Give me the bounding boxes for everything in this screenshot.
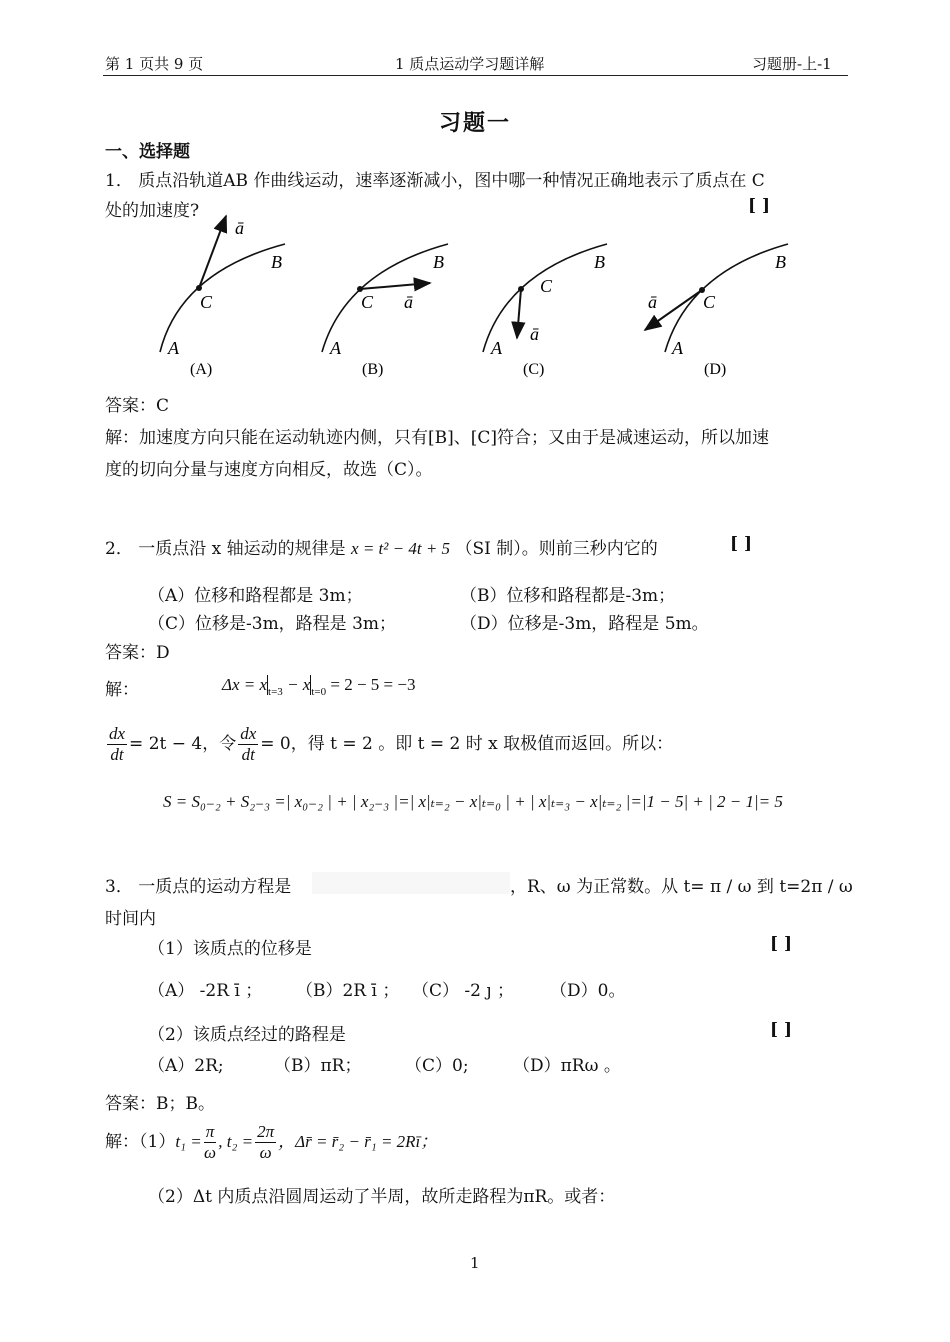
- label-accel: ā: [235, 218, 244, 238]
- q3-sub2-option-b: （B）πR；: [274, 1056, 362, 1076]
- label-accel: ā: [404, 292, 413, 312]
- frac-num: π: [205, 1122, 215, 1141]
- q2-displacement-equation: [222, 675, 415, 698]
- sol1-t2: , t₂ =: [218, 1132, 254, 1151]
- q2-derivative-line: [105, 724, 673, 765]
- q3-solution-part2: （2）Δt 内质点沿圆周运动了半周，故所走路程为πR。或者：: [148, 1187, 616, 1207]
- sol1-fraction-2: [255, 1122, 276, 1163]
- q2-option-d: （D）位移是-3m，路程是 5m。: [460, 614, 709, 634]
- accel-vector-c: [517, 289, 521, 338]
- label-c-point: C: [200, 292, 213, 312]
- q1-solution-line2: 度的切向分量与速度方向相反，故选（C）。: [105, 460, 433, 480]
- q2-option-b: （B）位移和路程都是-3m；: [460, 586, 676, 606]
- sol1-t1: t₁ =: [175, 1132, 202, 1151]
- q1-answer-bracket: [ ]: [748, 196, 771, 216]
- q2-stem: [105, 534, 658, 559]
- panel-b: [322, 244, 448, 378]
- eq1-rhs: = 2 − 5 = −3: [326, 675, 416, 694]
- sol1-label: 解：（1）: [105, 1132, 176, 1152]
- q2-option-a: （A）位移和路程都是 3m；: [148, 586, 363, 606]
- header-book-label: 习题册-上-1: [752, 55, 832, 73]
- q3-subquestion-1: （1）该质点的位移是: [148, 939, 312, 959]
- q2-motion-equation: x = t² − 4t + 5: [351, 539, 451, 558]
- trajectory-curve-b: [322, 244, 448, 352]
- q3-sub1-option-d: （D）0。: [550, 981, 626, 1001]
- q1-solution-line1: 解：加速度方向只能在运动轨迹内侧，只有[B]、[C]符合；又由于是减速运动，所以加速: [105, 428, 770, 448]
- accel-vector-b: [360, 283, 430, 289]
- panel-caption-a: (A): [190, 361, 213, 378]
- eq1-mid: − x: [282, 675, 311, 694]
- q1-answer: 答案：C: [105, 396, 170, 416]
- q3-stem-line1a: 3． 一质点的运动方程是: [105, 877, 292, 897]
- label-accel: ā: [648, 292, 657, 312]
- label-c-point: C: [361, 292, 374, 312]
- page-number: 1: [470, 1254, 480, 1272]
- q3-sub1-option-a: （A） -2R ī ；: [148, 981, 263, 1001]
- eq1-lhs: Δx = x: [222, 675, 268, 694]
- sol1-fraction-1: [204, 1122, 217, 1163]
- panel-d: [645, 244, 788, 378]
- label-a-point: A: [491, 338, 502, 358]
- label-a-point: A: [168, 338, 179, 358]
- label-b-point: B: [433, 252, 444, 272]
- eq1-sub1: t=3: [268, 686, 283, 698]
- trajectory-curve-a: [160, 244, 285, 352]
- q3-sub2-bracket: [ ]: [770, 1020, 793, 1040]
- derivative-text-2: = 0，得 t = 2 。即 t = 2 时 x 取极值而返回。所以：: [260, 734, 674, 754]
- q2-stem-text-b: （SI 制）。则前三秒内它的: [455, 539, 658, 559]
- frac-num: dx: [109, 724, 126, 743]
- q1-stem-line2: 处的加速度?: [105, 201, 200, 221]
- frac-den: ω: [259, 1143, 272, 1162]
- derivative-text-1: = 2t − 4，令: [129, 734, 237, 754]
- q3-sub1-option-b: （B）2R ī ；: [296, 981, 400, 1001]
- q2-option-c: （C）位移是-3m，路程是 3m；: [148, 614, 397, 634]
- frac-num: 2π: [257, 1122, 275, 1141]
- section-heading: 一、选择题: [105, 142, 190, 162]
- label-b-point: B: [271, 252, 282, 272]
- accel-vector-a: [199, 216, 226, 288]
- label-a-point: A: [672, 338, 683, 358]
- frac-den: dt: [110, 745, 124, 764]
- trajectory-curve-c: [483, 244, 607, 352]
- label-b-point: B: [775, 252, 786, 272]
- label-b-point: B: [594, 252, 605, 272]
- frac-num: dx: [240, 724, 257, 743]
- q3-answer: 答案：B；B。: [105, 1094, 215, 1114]
- q3-stem-line1b: ，R、ω 为正常数。从 t= π / ω 到 t=2π / ω: [510, 877, 853, 897]
- q3-subquestion-2: （2）该质点经过的路程是: [148, 1025, 346, 1045]
- header-page-info: 第 1 页共 9 页: [105, 55, 204, 73]
- q2-solution-label: 解：: [105, 680, 139, 700]
- q3-solution-part1: [105, 1122, 437, 1163]
- panel-c: [483, 244, 607, 378]
- panel-caption-c: (C): [523, 361, 545, 378]
- q1-stem-line1: 1． 质点沿轨道AB 作曲线运动，速率逐渐减小，图中哪一种情况正确地表示了质点在 C: [105, 171, 765, 191]
- q2-answer-bracket: [ ]: [730, 534, 753, 554]
- q3-stem-line2: 时间内: [105, 909, 156, 929]
- derivative-fraction: [107, 724, 127, 765]
- sol1-displacement: ，Δr̄ = r̄₂ − r̄₁ = 2Rī；: [278, 1132, 438, 1151]
- frac-den: ω: [203, 1143, 216, 1162]
- label-a-point: A: [330, 338, 341, 358]
- q3-sub2-option-a: （A）2R;: [148, 1056, 224, 1076]
- label-c-point: C: [540, 276, 553, 296]
- q2-stem-text-a: 2． 一质点沿 x 轴运动的规律是: [105, 539, 346, 559]
- q3-sub2-option-c: （C）0;: [405, 1056, 469, 1076]
- panel-caption-b: (B): [362, 361, 384, 378]
- motion-equation-image: [312, 872, 510, 894]
- q3-sub1-bracket: [ ]: [770, 934, 793, 954]
- panel-a: [160, 216, 285, 378]
- label-accel: ā: [530, 324, 539, 344]
- q1-figure: [140, 212, 820, 382]
- trajectory-curve-d: [665, 244, 788, 352]
- eq1-sub2: t=0: [311, 686, 327, 698]
- q3-sub2-option-d: （D）πRω 。: [513, 1056, 621, 1076]
- page-title: 习题一: [438, 110, 511, 136]
- derivative-fraction: [238, 724, 258, 765]
- panel-caption-d: (D): [704, 361, 727, 378]
- q2-answer: 答案：D: [105, 643, 170, 663]
- header-rule: [103, 75, 848, 76]
- header-chapter-title: 1 质点运动学习题详解: [395, 55, 545, 73]
- q2-path-length-equation: S = S₀₋₂ + S₂₋₃ =| x₀₋₂ | + | x₂₋₃ |=| x|ₜ₌₂ − x|ₜ₌₀ | + | x|ₜ₌₃ − x|ₜ₌₂ |=|1 − 5| + | 2 − 1|= 5: [163, 792, 783, 811]
- frac-den: dt: [241, 745, 255, 764]
- q3-sub1-option-c: （C） -2 ȷ ；: [412, 981, 515, 1001]
- label-c-point: C: [703, 292, 716, 312]
